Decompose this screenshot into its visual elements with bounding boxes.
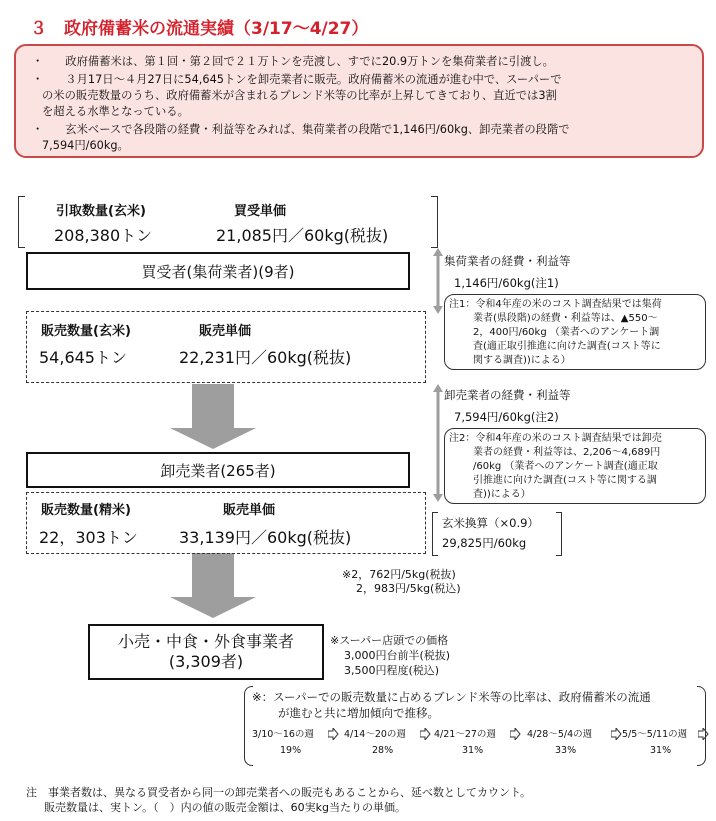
buyer-sales-price-label: 販売単価	[199, 324, 252, 339]
summary-bullet-2-cont2: を超える水準となっている。	[42, 105, 189, 118]
week-ratio: 31%	[650, 745, 672, 756]
blend-ratio-box	[244, 686, 706, 766]
store-price-excl: 3,000円台前半(税抜)	[344, 649, 451, 662]
blend-text-2: が進むと共に増加傾向で推移。	[278, 706, 439, 720]
collector-note-line: 業者(県段階)の経費・利益等は、▲550～	[473, 313, 658, 324]
right-arrow-icon	[420, 728, 431, 740]
summary-box	[14, 44, 704, 158]
wholesale-sales-qty-value: 22，303トン	[39, 528, 138, 547]
week-ratio: 31%	[462, 745, 484, 756]
price-per-5kg-excl: ※2，762円/5kg(税抜)	[342, 568, 456, 581]
buyer-sales-price-value: 22,231円／60kg(税抜)	[179, 348, 352, 367]
wholesaler-label: 卸売業者(265者)	[160, 461, 276, 480]
week-ratio: 33%	[555, 745, 577, 756]
wholesaler-note-line: 業者の経費・利益等は、2,206～4,689円	[473, 447, 661, 458]
collector-note-line: 査(適正取引推進に向けた調査(コスト等に	[473, 341, 661, 352]
down-arrow-1	[168, 384, 258, 450]
collector-cost-note-box	[444, 294, 706, 370]
collector-range-arrow	[432, 248, 444, 314]
footnote-1: 注 事業者数は、異なる買受者から同一の卸売業者への販売もあることから、延べ数としてカウント。	[26, 786, 532, 799]
right-arrow-icon	[510, 728, 521, 740]
wholesale-sales-qty-label: 販売数量(精米)	[41, 503, 131, 518]
store-price-incl: 3,500円程度(税込)	[344, 664, 440, 677]
summary-bullet-2-cont: の米の販売数量のうち、政府備蓄米が含まれるブレンド米等の比率が上昇してきており、直近では3割	[42, 89, 557, 102]
buyer-label: 買受者(集荷業者)(9者)	[141, 262, 295, 281]
intake-box	[18, 196, 438, 248]
retail-box	[88, 624, 324, 680]
store-price-title: ※スーパー店頭での価格	[330, 634, 449, 647]
week-label: 3/10～16の週	[252, 729, 314, 740]
wholesaler-range-arrow	[432, 384, 444, 502]
collector-cost-title: 集荷業者の経費・利益等	[444, 254, 571, 268]
collector-note-line: 関する調査))による）	[473, 355, 571, 366]
down-arrow-2	[168, 553, 258, 619]
wholesaler-note-line: 注2：令和4年産の米のコスト調査結果では卸売	[449, 433, 662, 444]
buyer-sales-box	[26, 311, 426, 383]
footnote-2: 販売数量は、実トン。（ ）内の値の販売金額は、60実kg当たりの単価。	[44, 801, 406, 814]
wholesaler-note-line: /60kg （業者へのアンケート調査(適正取	[473, 461, 658, 472]
wholesale-sales-price-value: 33,139円／60kg(税抜)	[179, 528, 352, 547]
blend-text-1: ※：スーパーでの販売数量に占めるブレンド米等の比率は、政府備蓄米の流通	[252, 690, 651, 704]
summary-bullet-3-cont: 7,594円/60kg。	[42, 139, 129, 152]
wholesale-sales-box	[26, 492, 426, 554]
retail-label: 小売・中食・外食事業者	[117, 632, 294, 651]
right-arrow-icon	[611, 728, 622, 740]
wholesaler-cost-value: 7,594円/60kg(注2)	[454, 410, 559, 424]
wholesale-sales-price-label: 販売単価	[223, 503, 276, 518]
summary-bullet-2: ・ ３月17日～４月27日に54,645トンを卸売業者に販売。政府備蓄米の流通が進む中で、スーパーで	[32, 73, 562, 86]
page-title: ３ 政府備蓄米の流通実績（3/17～4/27）	[30, 19, 369, 39]
week-label: 4/21～27の週	[434, 729, 496, 740]
summary-bullet-3: ・ 玄米ベースで各段階の経費・利益等をみれば、集荷業者の段階で1,146円/60kg、卸売業者の段階で	[32, 123, 570, 136]
price-per-5kg-incl: 2，983円/5kg(税込)	[356, 582, 461, 595]
week-label: 4/14～20の週	[344, 729, 406, 740]
intake-price-label: 買受単価	[234, 204, 287, 219]
wholesaler-box	[26, 452, 410, 488]
conversion-label: 玄米換算（×0.9）	[442, 516, 539, 530]
wholesaler-note-line: 査))による）	[473, 489, 531, 500]
week-label: 5/5～5/11の週	[622, 729, 688, 740]
buyer-box	[26, 252, 410, 290]
buyer-sales-qty-value: 54,645トン	[39, 348, 127, 367]
right-arrow-icon	[328, 728, 339, 740]
collector-note-line: 注1：令和4年産の米のコスト調査結果では集荷	[449, 299, 662, 310]
retail-count: (3,309者)	[168, 652, 244, 671]
week-ratio: 28%	[372, 745, 394, 756]
intake-qty-value: 208,380トン	[54, 226, 153, 245]
buyer-sales-qty-label: 販売数量(玄米)	[41, 324, 131, 339]
wholesaler-cost-title: 卸売業者の経費・利益等	[444, 388, 571, 402]
intake-price-value: 21,085円／60kg(税抜)	[216, 226, 389, 245]
collector-note-line: 2，400円/60kg （業者へのアンケート調	[473, 327, 660, 338]
wholesaler-cost-note-box	[444, 428, 706, 504]
collector-cost-value: 1,146円/60kg(注1)	[454, 276, 559, 290]
intake-qty-label: 引取数量(玄米)	[56, 204, 146, 219]
conversion-value: 29,825円/60kg	[442, 536, 527, 550]
summary-bullet-1: ・ 政府備蓄米は、第１回・第２回で２１万トンを売渡し、すでに20.9万トンを集荷業者に引渡し。	[32, 55, 554, 68]
week-ratio: 19%	[280, 745, 302, 756]
week-label: 4/28～5/4の週	[527, 729, 593, 740]
wholesaler-note-line: 引推進に向けた調査(コスト等に関する調	[473, 475, 657, 486]
right-arrow-icon	[698, 728, 709, 740]
conversion-box	[432, 512, 562, 556]
